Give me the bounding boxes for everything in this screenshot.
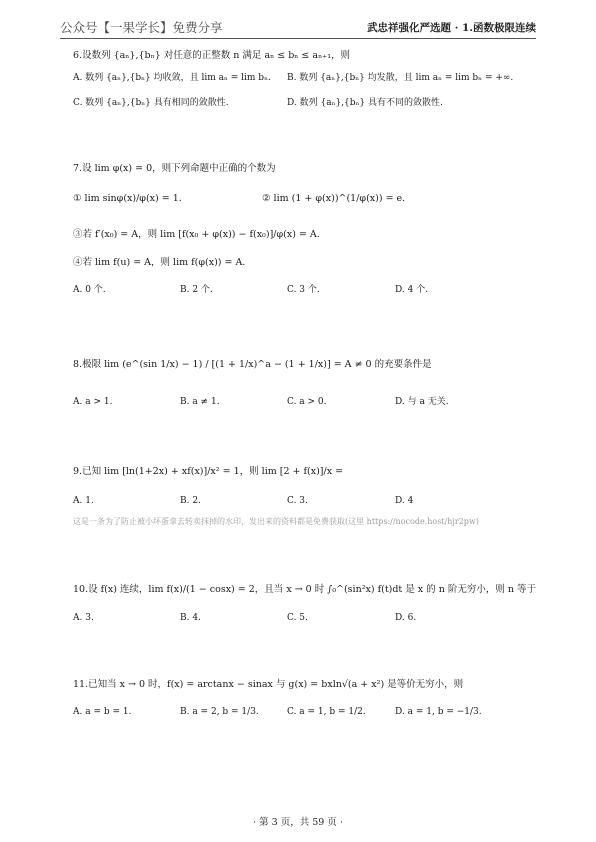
q8-option-a: A. a > 1. <box>73 397 113 407</box>
q10-option-d: D. 6. <box>395 613 417 623</box>
q7-stem: 7.设 lim φ(x) = 0，则下列命题中正确的个数为 <box>73 163 276 174</box>
q9-option-b: B. 2. <box>180 496 201 506</box>
q9-option-d: D. 4 <box>395 496 414 506</box>
q11-option-d: D. a = 1, b = −1/3. <box>395 707 482 717</box>
q6-stem: 6.设数列 {aₙ},{bₙ} 对任意的正整数 n 满足 aₙ ≤ bₙ ≤ aₙ₊₁，则 <box>73 50 351 61</box>
q11-option-b: B. a = 2, b = 1/3. <box>180 707 259 717</box>
q7-statement-4: ④若 lim f(u) = A，则 lim f(φ(x)) = A. <box>73 257 246 268</box>
q7-statement-2: ② lim (1 + φ(x))^(1/φ(x)) = e. <box>262 193 406 204</box>
q8-stem: 8.极限 lim (e^(sin 1/x) − 1) / [(1 + 1/x)^a − (1 + 1/x)] = A ≠ 0 的充要条件是 <box>73 359 432 370</box>
page-header <box>60 12 536 39</box>
q10-option-a: A. 3. <box>73 613 94 623</box>
q7-option-d: D. 4 个. <box>395 285 429 295</box>
q7-option-a: A. 0 个. <box>73 285 106 295</box>
q8-option-b: B. a ≠ 1. <box>180 397 220 407</box>
q11-stem: 11.已知当 x → 0 时，f(x) = arctanx − sinax 与 g(x) = bxln√(a + x²) 是等价无穷小，则 <box>73 679 464 690</box>
q10-option-c: C. 5. <box>287 613 308 623</box>
q8-option-d: D. 与 a 无关. <box>395 397 449 407</box>
q9-stem: 9.已知 lim [ln(1+2x) + xf(x)]/x² = 1，则 lim [2 + f(x)]/x = <box>73 466 344 477</box>
q9-option-a: A. 1. <box>73 496 94 506</box>
q7-statement-3: ③若 f′(x₀) = A，则 lim [f(x₀ + φ(x)) − f(x₀)]/φ(x) = A. <box>73 229 320 240</box>
q10-stem: 10.设 f(x) 连续，lim f(x)/(1 − cosx) = 2，且当 x → 0 时 ∫₀^(sin²x) f(t)dt 是 x 的 n 阶无穷小，则 n 等于 <box>73 584 536 595</box>
page-footer: · 第 3 页，共 59 页 · <box>253 817 343 828</box>
q11-option-c: C. a = 1, b = 1/2. <box>287 707 366 717</box>
q7-option-c: C. 3 个. <box>287 285 320 295</box>
q6-option-c: C. 数列 {aₙ},{bₙ} 具有相同的敛散性. <box>73 98 229 108</box>
q6-option-b: B. 数列 {aₙ},{bₙ} 均发散，且 lim aₙ = lim bₙ = +∞. <box>287 73 514 83</box>
watermark-text: 这是一条为了防止被小坏蛋拿去转卖抹掉的水印，发出来的资料都是免费获取(这里 https://nocode.host/hjr2pw) <box>73 517 479 526</box>
q6-option-a: A. 数列 {aₙ},{bₙ} 均收敛，且 lim aₙ = lim bₙ. <box>73 73 271 83</box>
q9-option-c: C. 3. <box>287 496 308 506</box>
q11-option-a: A. a = b = 1. <box>73 707 132 717</box>
header-left-text: 公众号【一果学长】免费分享 <box>60 20 223 35</box>
q8-option-c: C. a > 0. <box>287 397 327 407</box>
q6-option-d: D. 数列 {aₙ},{bₙ} 具有不同的敛散性. <box>287 98 443 108</box>
q7-statement-1: ① lim sinφ(x)/φ(x) = 1. <box>73 193 182 204</box>
header-right-text: 武忠祥强化严选题 · 1.函数极限连续 <box>367 22 536 34</box>
q10-option-b: B. 4. <box>180 613 201 623</box>
q7-option-b: B. 2 个. <box>180 285 213 295</box>
